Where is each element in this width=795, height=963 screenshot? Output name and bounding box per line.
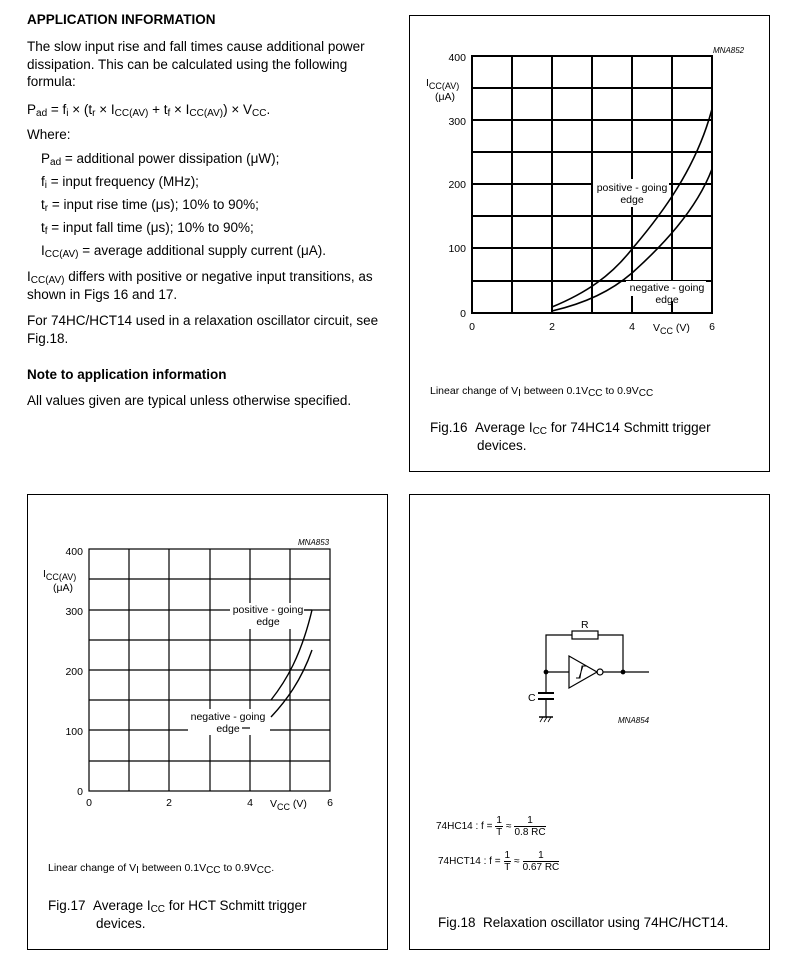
power-formula: $P_{ad} = f_i \times (t_r \times I_{CC(AV)} + t_f \times I_{CC(AV)}) \times V_{CC}$.: [27, 102, 271, 119]
svg-text:100: 100: [448, 243, 466, 255]
svg-text:0: 0: [86, 797, 92, 809]
svg-text:0: 0: [460, 308, 466, 320]
fig17-condition: Linear change of $V_I$ between $0.1V_{CC}$ to $0.9V_{CC}$.: [48, 862, 275, 876]
oscillator-paragraph: For 74HC/HCT14 used in a relaxation oscillator circuit, see Fig.18.: [27, 313, 379, 346]
svg-text:400: 400: [448, 52, 466, 64]
section-heading: APPLICATION INFORMATION: [27, 12, 216, 27]
svg-text:300: 300: [65, 606, 83, 618]
definition-pad: $P_{ad}$ = additional power dissipation (μW);: [41, 151, 280, 168]
capacitor-label: C: [528, 692, 536, 704]
svg-text:VCC (V): VCC (V): [653, 322, 690, 336]
svg-text:200: 200: [65, 666, 83, 678]
fig16-condition: Linear change of $V_I$ between $0.1V_{CC}$ to $0.9V_{CC}$: [430, 385, 654, 399]
fig18-schematic: [410, 495, 769, 745]
fig17-caption: Fig.17 Average $I_{CC}$ for HCT Schmitt trigger devices.: [48, 898, 307, 931]
svg-text:negative - going: negative - going: [629, 282, 705, 294]
svg-text:400: 400: [65, 546, 83, 558]
definition-tf: $t_f$ = input fall time (μs); 10% to 90%;: [41, 220, 254, 237]
svg-text:edge: edge: [655, 294, 679, 306]
fig16-panel: [409, 15, 770, 472]
svg-text:100: 100: [65, 726, 83, 738]
svg-text:2: 2: [549, 321, 555, 333]
fig17-code: MNA853: [298, 538, 330, 547]
fig18-panel: [409, 494, 770, 950]
definition-fi: $f_i$ = input frequency (MHz);: [41, 174, 199, 191]
schmitt-inverter-symbol: [569, 656, 597, 688]
definition-icc: $I_{CC(AV)}$ = average additional supply current (μA).: [41, 243, 327, 260]
fig18-equation-hc: 74HC14 : f = $\frac{1}{T}$ ≈ $\frac{1}{0.8 RC}$: [436, 815, 546, 838]
svg-text:edge: edge: [216, 723, 240, 735]
svg-text:VCC (V): VCC (V): [270, 798, 307, 812]
note-heading: Note to application information: [27, 367, 227, 382]
svg-text:0: 0: [469, 321, 475, 333]
svg-text:200: 200: [448, 179, 466, 191]
svg-text:6: 6: [327, 797, 333, 809]
fig16-code: MNA852: [713, 46, 745, 55]
svg-text:0: 0: [77, 786, 83, 798]
svg-text:ICC(AV): ICC(AV): [43, 568, 77, 582]
svg-text:4: 4: [247, 797, 253, 809]
definition-tr: $t_r$ = input rise time (μs); 10% to 90%;: [41, 197, 259, 214]
note-text: All values given are typical unless otherwise specified.: [27, 393, 352, 408]
svg-text:300: 300: [448, 116, 466, 128]
fig16-chart: [410, 16, 769, 356]
svg-text:2: 2: [166, 797, 172, 809]
svg-text:4: 4: [629, 321, 635, 333]
svg-text:positive - going: positive - going: [232, 604, 304, 616]
fig16-caption: Fig.16 Average $I_{CC}$ for 74HC14 Schmitt trigger devices.: [430, 420, 711, 453]
svg-text:ICC(AV): ICC(AV): [426, 77, 460, 91]
svg-text:edge: edge: [620, 194, 644, 206]
fig17-panel: [27, 494, 388, 950]
fig18-equation-hct: 74HCT14 : f = $\frac{1}{T}$ ≈ $\frac{1}{0.67 RC}$: [438, 850, 560, 873]
svg-text:6: 6: [709, 321, 715, 333]
svg-text:(μA): (μA): [435, 91, 456, 103]
resistor-label: R: [581, 619, 589, 631]
svg-text:positive - going: positive - going: [596, 182, 668, 194]
icc-paragraph: $I_{CC(AV)}$ differs with positive or negative input transitions, as shown in Figs 16 and 17.: [27, 269, 373, 302]
svg-text:edge: edge: [256, 616, 280, 628]
svg-text:(μA): (μA): [53, 582, 74, 594]
fig18-code: MNA854: [618, 716, 650, 725]
fig18-caption: Fig.18 Relaxation oscillator using 74HC/HCT14.: [438, 915, 729, 930]
fig17-chart: [28, 495, 387, 825]
svg-text:negative - going: negative - going: [190, 711, 266, 723]
resistor-symbol: [572, 631, 598, 639]
where-label: Where:: [27, 127, 71, 142]
intro-paragraph: The slow input rise and fall times cause additional power dissipation. This can be calculated using the following formula:: [27, 39, 365, 89]
